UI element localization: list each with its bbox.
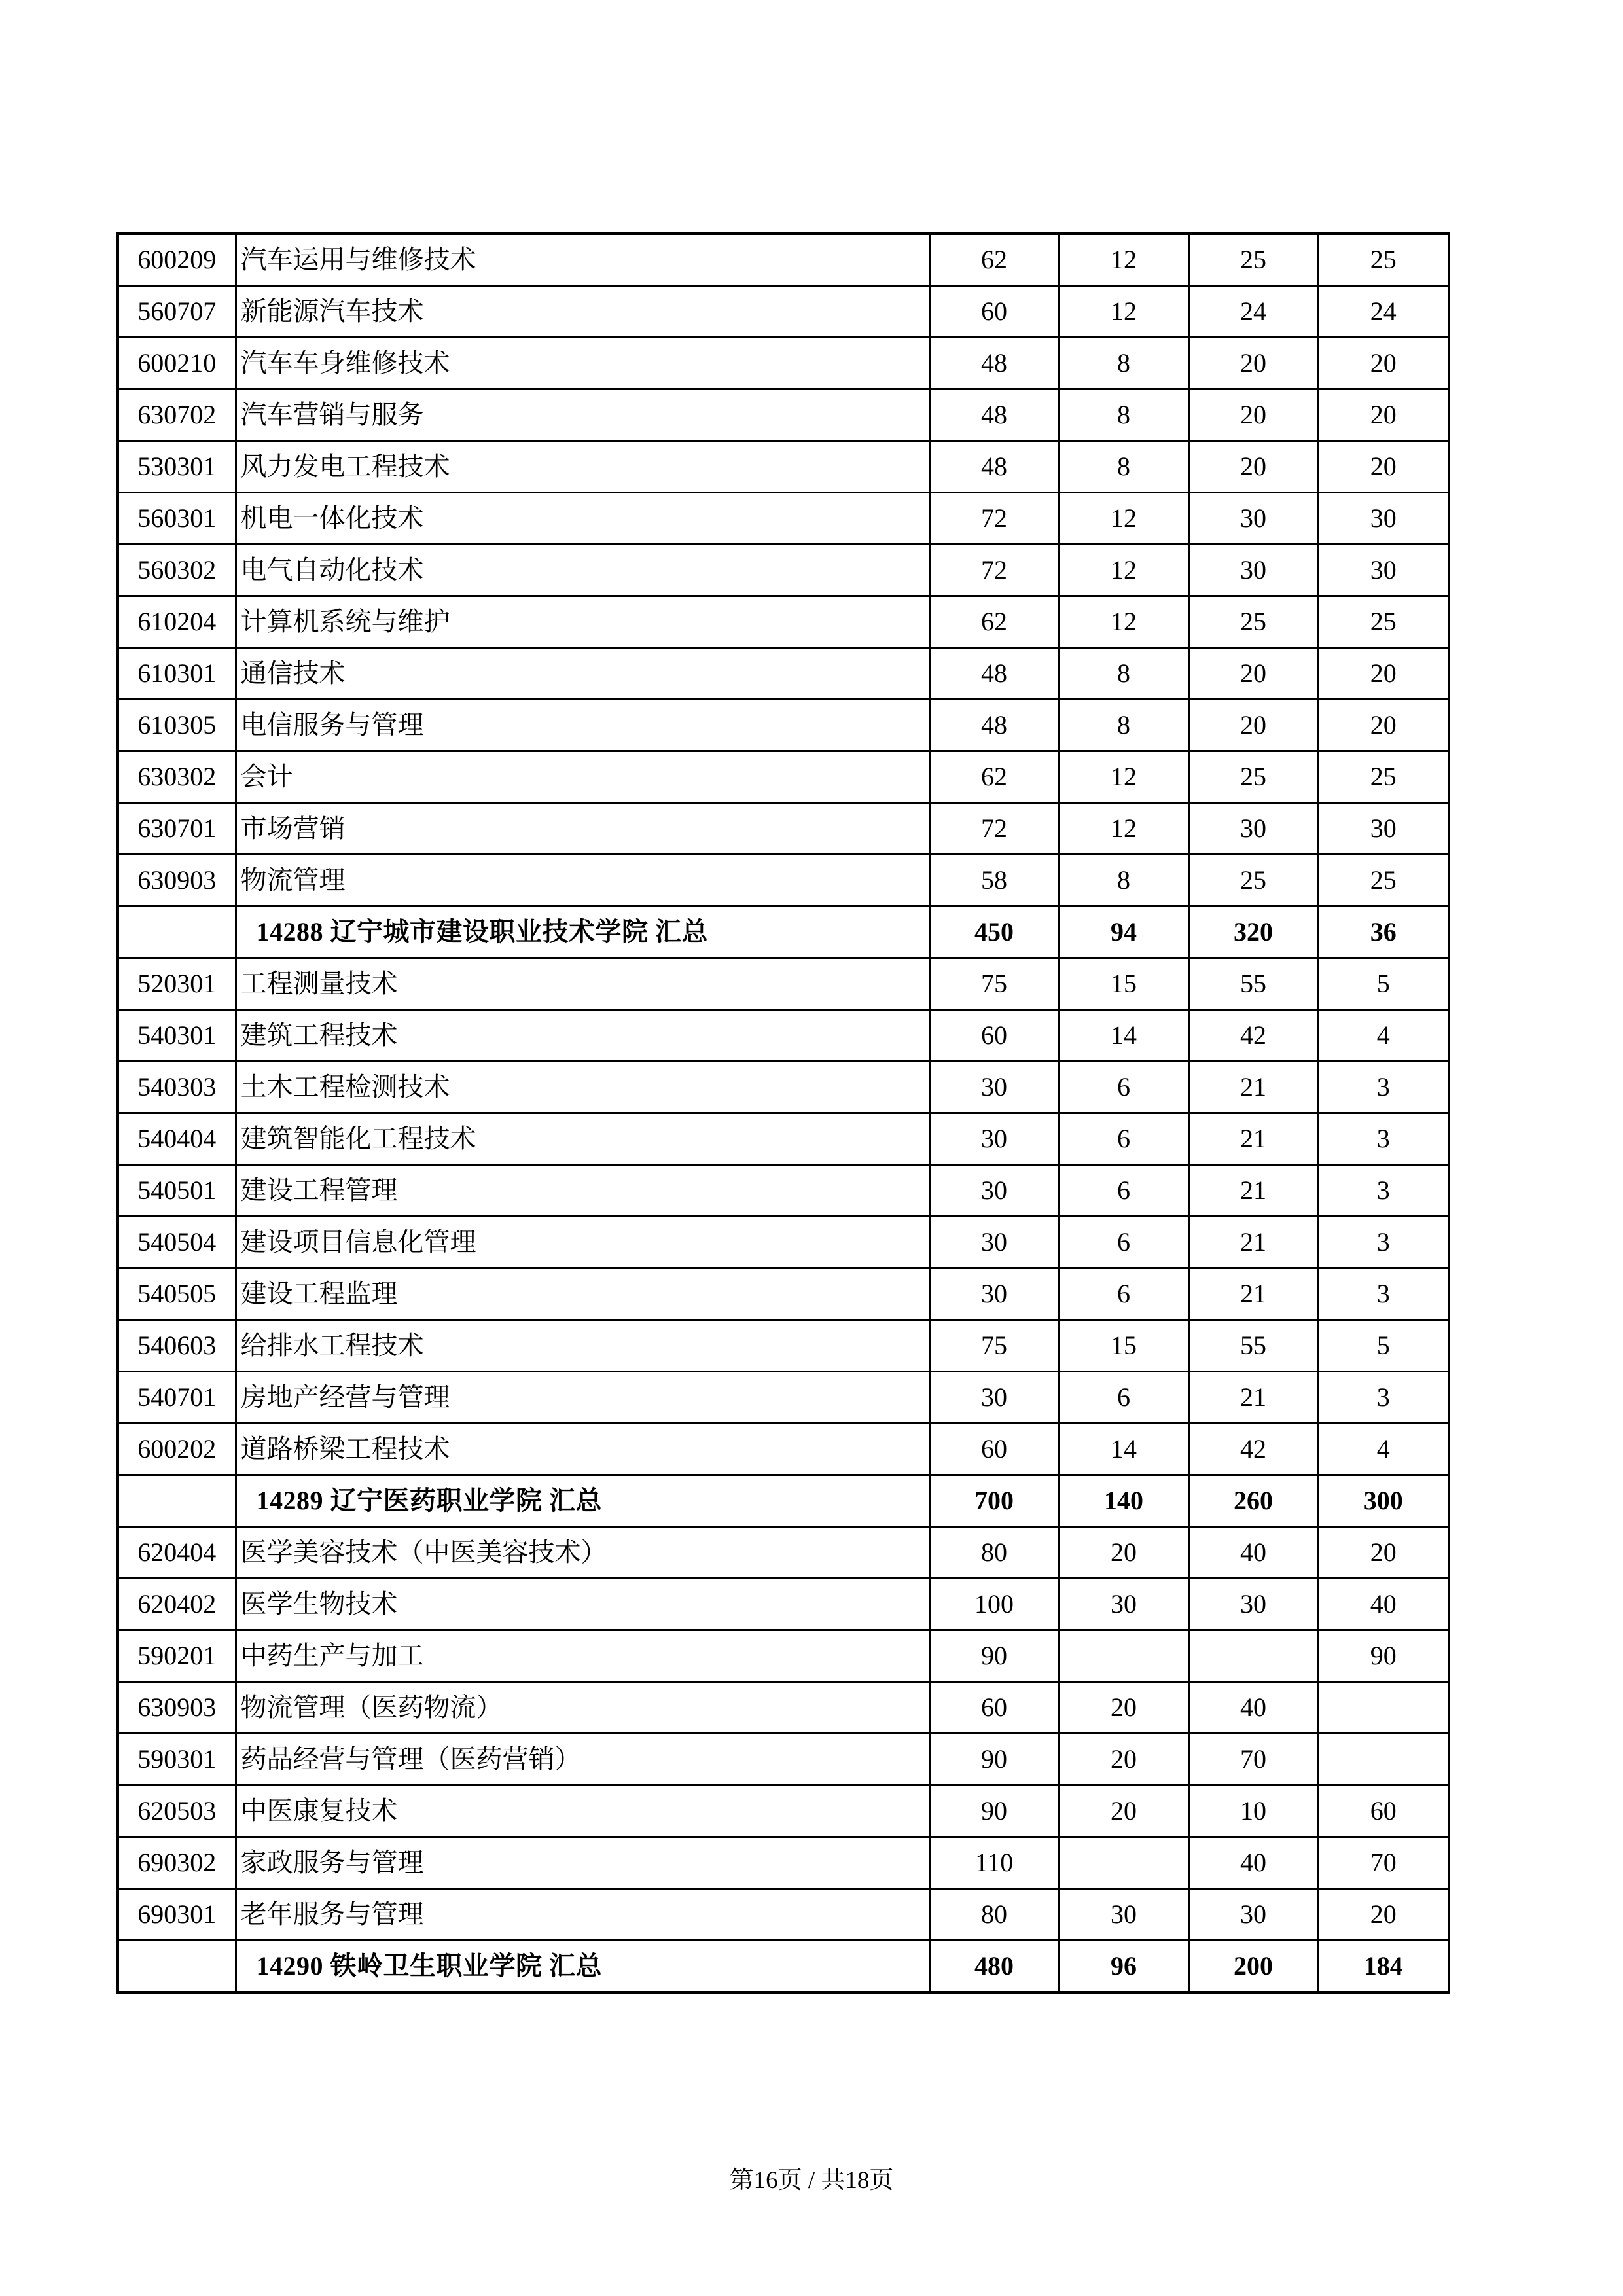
total-count-cell: 48 bbox=[929, 389, 1059, 441]
category-1-cell: 12 bbox=[1059, 234, 1188, 286]
table-row bbox=[118, 1734, 1449, 1785]
major-name-cell: 汽车车身维修技术 bbox=[236, 338, 929, 389]
total-count-cell: 30 bbox=[929, 1165, 1059, 1217]
category-2-cell: 20 bbox=[1188, 648, 1318, 700]
category-1-cell: 20 bbox=[1059, 1785, 1188, 1837]
total-count-cell: 48 bbox=[929, 441, 1059, 493]
major-name-cell: 建设工程监理 bbox=[236, 1268, 929, 1320]
category-1-cell: 12 bbox=[1059, 493, 1188, 545]
major-name-cell: 道路桥梁工程技术 bbox=[236, 1424, 929, 1475]
category-1-cell: 30 bbox=[1059, 1579, 1188, 1630]
major-code-cell bbox=[118, 1941, 236, 1993]
category-2-cell: 30 bbox=[1188, 493, 1318, 545]
category-1-cell: 6 bbox=[1059, 1372, 1188, 1424]
category-2-cell: 40 bbox=[1188, 1837, 1318, 1889]
major-name-cell: 物流管理 bbox=[236, 855, 929, 906]
category-3-cell: 20 bbox=[1318, 441, 1449, 493]
category-3-cell: 24 bbox=[1318, 286, 1449, 338]
table-row bbox=[118, 1372, 1449, 1424]
major-code-cell: 620503 bbox=[118, 1785, 236, 1837]
total-count-cell: 75 bbox=[929, 958, 1059, 1010]
total-count-cell: 62 bbox=[929, 596, 1059, 648]
category-3-cell bbox=[1318, 1734, 1449, 1785]
major-name-cell: 汽车营销与服务 bbox=[236, 389, 929, 441]
category-1-cell: 20 bbox=[1059, 1527, 1188, 1579]
table-row bbox=[118, 855, 1449, 906]
major-code-cell: 540501 bbox=[118, 1165, 236, 1217]
major-code-cell bbox=[118, 1475, 236, 1527]
category-1-cell: 30 bbox=[1059, 1889, 1188, 1941]
category-2-cell: 42 bbox=[1188, 1424, 1318, 1475]
table-row bbox=[118, 1475, 1449, 1527]
major-code-cell: 630903 bbox=[118, 1682, 236, 1734]
table-row bbox=[118, 1630, 1449, 1682]
major-code-cell: 530301 bbox=[118, 441, 236, 493]
category-1-cell: 12 bbox=[1059, 545, 1188, 596]
category-2-cell: 42 bbox=[1188, 1010, 1318, 1062]
category-2-cell: 200 bbox=[1188, 1941, 1318, 1993]
category-3-cell: 5 bbox=[1318, 1320, 1449, 1372]
category-3-cell: 4 bbox=[1318, 1010, 1449, 1062]
category-1-cell: 15 bbox=[1059, 1320, 1188, 1372]
table-row bbox=[118, 648, 1449, 700]
category-3-cell: 30 bbox=[1318, 803, 1449, 855]
major-name-cell: 医学生物技术 bbox=[236, 1579, 929, 1630]
major-code-cell: 690302 bbox=[118, 1837, 236, 1889]
table-row bbox=[118, 286, 1449, 338]
major-code-cell: 690301 bbox=[118, 1889, 236, 1941]
category-2-cell: 25 bbox=[1188, 751, 1318, 803]
category-1-cell: 20 bbox=[1059, 1734, 1188, 1785]
total-count-cell: 60 bbox=[929, 1424, 1059, 1475]
total-count-cell: 72 bbox=[929, 545, 1059, 596]
category-1-cell: 8 bbox=[1059, 648, 1188, 700]
category-2-cell: 20 bbox=[1188, 700, 1318, 751]
table-row bbox=[118, 545, 1449, 596]
category-1-cell bbox=[1059, 1630, 1188, 1682]
category-1-cell: 6 bbox=[1059, 1217, 1188, 1268]
category-2-cell: 25 bbox=[1188, 596, 1318, 648]
category-2-cell: 20 bbox=[1188, 441, 1318, 493]
major-name-cell: 新能源汽车技术 bbox=[236, 286, 929, 338]
category-1-cell: 15 bbox=[1059, 958, 1188, 1010]
total-count-cell: 72 bbox=[929, 803, 1059, 855]
major-code-cell: 540303 bbox=[118, 1062, 236, 1113]
total-count-cell: 62 bbox=[929, 234, 1059, 286]
table-row bbox=[118, 1682, 1449, 1734]
category-2-cell: 21 bbox=[1188, 1268, 1318, 1320]
category-1-cell: 14 bbox=[1059, 1424, 1188, 1475]
table-row bbox=[118, 596, 1449, 648]
table-row bbox=[118, 1320, 1449, 1372]
category-2-cell: 21 bbox=[1188, 1113, 1318, 1165]
total-count-cell: 80 bbox=[929, 1889, 1059, 1941]
major-name-cell: 建筑工程技术 bbox=[236, 1010, 929, 1062]
major-code-cell: 630702 bbox=[118, 389, 236, 441]
school-summary-cell: 14289 辽宁医药职业学院 汇总 bbox=[236, 1475, 929, 1527]
category-1-cell: 20 bbox=[1059, 1682, 1188, 1734]
category-1-cell: 12 bbox=[1059, 596, 1188, 648]
table-row bbox=[118, 1268, 1449, 1320]
category-1-cell: 14 bbox=[1059, 1010, 1188, 1062]
category-3-cell: 3 bbox=[1318, 1217, 1449, 1268]
total-count-cell: 90 bbox=[929, 1630, 1059, 1682]
major-name-cell: 工程测量技术 bbox=[236, 958, 929, 1010]
category-3-cell: 5 bbox=[1318, 958, 1449, 1010]
category-1-cell: 96 bbox=[1059, 1941, 1188, 1993]
major-code-cell: 520301 bbox=[118, 958, 236, 1010]
table-row bbox=[118, 1785, 1449, 1837]
category-3-cell: 3 bbox=[1318, 1062, 1449, 1113]
major-name-cell: 建筑智能化工程技术 bbox=[236, 1113, 929, 1165]
major-code-cell: 600210 bbox=[118, 338, 236, 389]
major-name-cell: 机电一体化技术 bbox=[236, 493, 929, 545]
category-1-cell: 6 bbox=[1059, 1062, 1188, 1113]
table-row bbox=[118, 1837, 1449, 1889]
major-name-cell: 电气自动化技术 bbox=[236, 545, 929, 596]
table-row bbox=[118, 1010, 1449, 1062]
major-name-cell: 市场营销 bbox=[236, 803, 929, 855]
major-name-cell: 中医康复技术 bbox=[236, 1785, 929, 1837]
category-3-cell: 3 bbox=[1318, 1268, 1449, 1320]
category-1-cell: 94 bbox=[1059, 906, 1188, 958]
category-1-cell: 8 bbox=[1059, 389, 1188, 441]
category-2-cell: 40 bbox=[1188, 1682, 1318, 1734]
category-1-cell: 8 bbox=[1059, 700, 1188, 751]
table-row bbox=[118, 338, 1449, 389]
major-name-cell: 中药生产与加工 bbox=[236, 1630, 929, 1682]
total-count-cell: 75 bbox=[929, 1320, 1059, 1372]
category-2-cell: 25 bbox=[1188, 234, 1318, 286]
total-count-cell: 60 bbox=[929, 1010, 1059, 1062]
category-3-cell: 3 bbox=[1318, 1113, 1449, 1165]
category-1-cell: 6 bbox=[1059, 1165, 1188, 1217]
category-2-cell: 40 bbox=[1188, 1527, 1318, 1579]
category-3-cell: 20 bbox=[1318, 338, 1449, 389]
major-code-cell: 540701 bbox=[118, 1372, 236, 1424]
major-code-cell: 620404 bbox=[118, 1527, 236, 1579]
category-2-cell: 30 bbox=[1188, 803, 1318, 855]
major-name-cell: 家政服务与管理 bbox=[236, 1837, 929, 1889]
category-2-cell: 21 bbox=[1188, 1372, 1318, 1424]
total-count-cell: 62 bbox=[929, 751, 1059, 803]
major-name-cell: 电信服务与管理 bbox=[236, 700, 929, 751]
major-code-cell: 630701 bbox=[118, 803, 236, 855]
major-code-cell: 610305 bbox=[118, 700, 236, 751]
category-3-cell: 20 bbox=[1318, 389, 1449, 441]
category-2-cell: 10 bbox=[1188, 1785, 1318, 1837]
category-3-cell: 25 bbox=[1318, 751, 1449, 803]
category-2-cell: 30 bbox=[1188, 1579, 1318, 1630]
category-3-cell: 4 bbox=[1318, 1424, 1449, 1475]
major-code-cell bbox=[118, 906, 236, 958]
category-3-cell: 90 bbox=[1318, 1630, 1449, 1682]
table-row bbox=[118, 234, 1449, 286]
table-row bbox=[118, 1062, 1449, 1113]
category-3-cell: 36 bbox=[1318, 906, 1449, 958]
total-count-cell: 90 bbox=[929, 1734, 1059, 1785]
category-2-cell: 21 bbox=[1188, 1165, 1318, 1217]
total-count-cell: 48 bbox=[929, 700, 1059, 751]
total-count-cell: 30 bbox=[929, 1113, 1059, 1165]
table-row bbox=[118, 751, 1449, 803]
major-code-cell: 620402 bbox=[118, 1579, 236, 1630]
major-code-cell: 590301 bbox=[118, 1734, 236, 1785]
table-row bbox=[118, 1424, 1449, 1475]
category-3-cell: 3 bbox=[1318, 1372, 1449, 1424]
total-count-cell: 480 bbox=[929, 1941, 1059, 1993]
table-row bbox=[118, 1527, 1449, 1579]
category-2-cell: 30 bbox=[1188, 1889, 1318, 1941]
category-1-cell: 8 bbox=[1059, 441, 1188, 493]
category-2-cell: 30 bbox=[1188, 545, 1318, 596]
category-3-cell: 25 bbox=[1318, 596, 1449, 648]
major-name-cell: 老年服务与管理 bbox=[236, 1889, 929, 1941]
total-count-cell: 700 bbox=[929, 1475, 1059, 1527]
total-count-cell: 48 bbox=[929, 338, 1059, 389]
major-code-cell: 610204 bbox=[118, 596, 236, 648]
category-3-cell: 25 bbox=[1318, 234, 1449, 286]
major-code-cell: 590201 bbox=[118, 1630, 236, 1682]
major-code-cell: 600209 bbox=[118, 234, 236, 286]
total-count-cell: 72 bbox=[929, 493, 1059, 545]
category-3-cell: 300 bbox=[1318, 1475, 1449, 1527]
major-code-cell: 600202 bbox=[118, 1424, 236, 1475]
category-1-cell: 12 bbox=[1059, 803, 1188, 855]
category-1-cell bbox=[1059, 1837, 1188, 1889]
category-2-cell: 25 bbox=[1188, 855, 1318, 906]
total-count-cell: 60 bbox=[929, 1682, 1059, 1734]
total-count-cell: 80 bbox=[929, 1527, 1059, 1579]
category-2-cell: 55 bbox=[1188, 958, 1318, 1010]
total-count-cell: 30 bbox=[929, 1372, 1059, 1424]
category-2-cell bbox=[1188, 1630, 1318, 1682]
category-2-cell: 24 bbox=[1188, 286, 1318, 338]
category-1-cell: 6 bbox=[1059, 1268, 1188, 1320]
major-name-cell: 给排水工程技术 bbox=[236, 1320, 929, 1372]
category-2-cell: 20 bbox=[1188, 389, 1318, 441]
major-code-cell: 560301 bbox=[118, 493, 236, 545]
category-2-cell: 21 bbox=[1188, 1217, 1318, 1268]
table-row bbox=[118, 1165, 1449, 1217]
major-code-cell: 560302 bbox=[118, 545, 236, 596]
category-3-cell: 20 bbox=[1318, 700, 1449, 751]
major-name-cell: 医学美容技术（中医美容技术） bbox=[236, 1527, 929, 1579]
category-3-cell: 70 bbox=[1318, 1837, 1449, 1889]
category-2-cell: 55 bbox=[1188, 1320, 1318, 1372]
major-code-cell: 540404 bbox=[118, 1113, 236, 1165]
table-row bbox=[118, 1889, 1449, 1941]
table-row bbox=[118, 389, 1449, 441]
category-3-cell: 20 bbox=[1318, 1527, 1449, 1579]
major-code-cell: 540504 bbox=[118, 1217, 236, 1268]
major-name-cell: 房地产经营与管理 bbox=[236, 1372, 929, 1424]
category-2-cell: 260 bbox=[1188, 1475, 1318, 1527]
major-code-cell: 630302 bbox=[118, 751, 236, 803]
category-3-cell: 20 bbox=[1318, 648, 1449, 700]
major-name-cell: 建设工程管理 bbox=[236, 1165, 929, 1217]
major-code-cell: 560707 bbox=[118, 286, 236, 338]
enrollment-plan-table bbox=[116, 232, 1450, 1994]
table-row bbox=[118, 700, 1449, 751]
total-count-cell: 100 bbox=[929, 1579, 1059, 1630]
table-row bbox=[118, 441, 1449, 493]
category-1-cell: 12 bbox=[1059, 751, 1188, 803]
category-3-cell: 25 bbox=[1318, 855, 1449, 906]
category-1-cell: 12 bbox=[1059, 286, 1188, 338]
major-name-cell: 风力发电工程技术 bbox=[236, 441, 929, 493]
school-summary-cell: 14290 铁岭卫生职业学院 汇总 bbox=[236, 1941, 929, 1993]
total-count-cell: 60 bbox=[929, 286, 1059, 338]
major-name-cell: 药品经营与管理（医药营销） bbox=[236, 1734, 929, 1785]
major-name-cell: 物流管理（医药物流） bbox=[236, 1682, 929, 1734]
table-row bbox=[118, 1217, 1449, 1268]
category-2-cell: 70 bbox=[1188, 1734, 1318, 1785]
category-3-cell: 30 bbox=[1318, 545, 1449, 596]
total-count-cell: 48 bbox=[929, 648, 1059, 700]
total-count-cell: 30 bbox=[929, 1268, 1059, 1320]
total-count-cell: 58 bbox=[929, 855, 1059, 906]
major-code-cell: 610301 bbox=[118, 648, 236, 700]
total-count-cell: 110 bbox=[929, 1837, 1059, 1889]
table-row bbox=[118, 906, 1449, 958]
table-row bbox=[118, 1579, 1449, 1630]
category-3-cell bbox=[1318, 1682, 1449, 1734]
major-name-cell: 汽车运用与维修技术 bbox=[236, 234, 929, 286]
major-name-cell: 建设项目信息化管理 bbox=[236, 1217, 929, 1268]
table-row bbox=[118, 1941, 1449, 1993]
category-2-cell: 320 bbox=[1188, 906, 1318, 958]
major-code-cell: 630903 bbox=[118, 855, 236, 906]
major-code-cell: 540603 bbox=[118, 1320, 236, 1372]
category-3-cell: 60 bbox=[1318, 1785, 1449, 1837]
total-count-cell: 450 bbox=[929, 906, 1059, 958]
category-3-cell: 184 bbox=[1318, 1941, 1449, 1993]
category-1-cell: 6 bbox=[1059, 1113, 1188, 1165]
major-name-cell: 计算机系统与维护 bbox=[236, 596, 929, 648]
category-1-cell: 8 bbox=[1059, 338, 1188, 389]
major-name-cell: 通信技术 bbox=[236, 648, 929, 700]
school-summary-cell: 14288 辽宁城市建设职业技术学院 汇总 bbox=[236, 906, 929, 958]
page-footer: 第16页 / 共18页 bbox=[729, 2167, 894, 2194]
total-count-cell: 30 bbox=[929, 1062, 1059, 1113]
category-1-cell: 8 bbox=[1059, 855, 1188, 906]
category-3-cell: 40 bbox=[1318, 1579, 1449, 1630]
category-2-cell: 21 bbox=[1188, 1062, 1318, 1113]
table-row bbox=[118, 1113, 1449, 1165]
category-2-cell: 20 bbox=[1188, 338, 1318, 389]
table-row bbox=[118, 958, 1449, 1010]
category-3-cell: 30 bbox=[1318, 493, 1449, 545]
category-3-cell: 20 bbox=[1318, 1889, 1449, 1941]
plan-table-container bbox=[116, 232, 1448, 1994]
table-row bbox=[118, 803, 1449, 855]
total-count-cell: 90 bbox=[929, 1785, 1059, 1837]
total-count-cell: 30 bbox=[929, 1217, 1059, 1268]
plan-table-body bbox=[118, 234, 1449, 1992]
table-row bbox=[118, 493, 1449, 545]
major-code-cell: 540505 bbox=[118, 1268, 236, 1320]
category-1-cell: 140 bbox=[1059, 1475, 1188, 1527]
major-code-cell: 540301 bbox=[118, 1010, 236, 1062]
major-name-cell: 土木工程检测技术 bbox=[236, 1062, 929, 1113]
major-name-cell: 会计 bbox=[236, 751, 929, 803]
category-3-cell: 3 bbox=[1318, 1165, 1449, 1217]
